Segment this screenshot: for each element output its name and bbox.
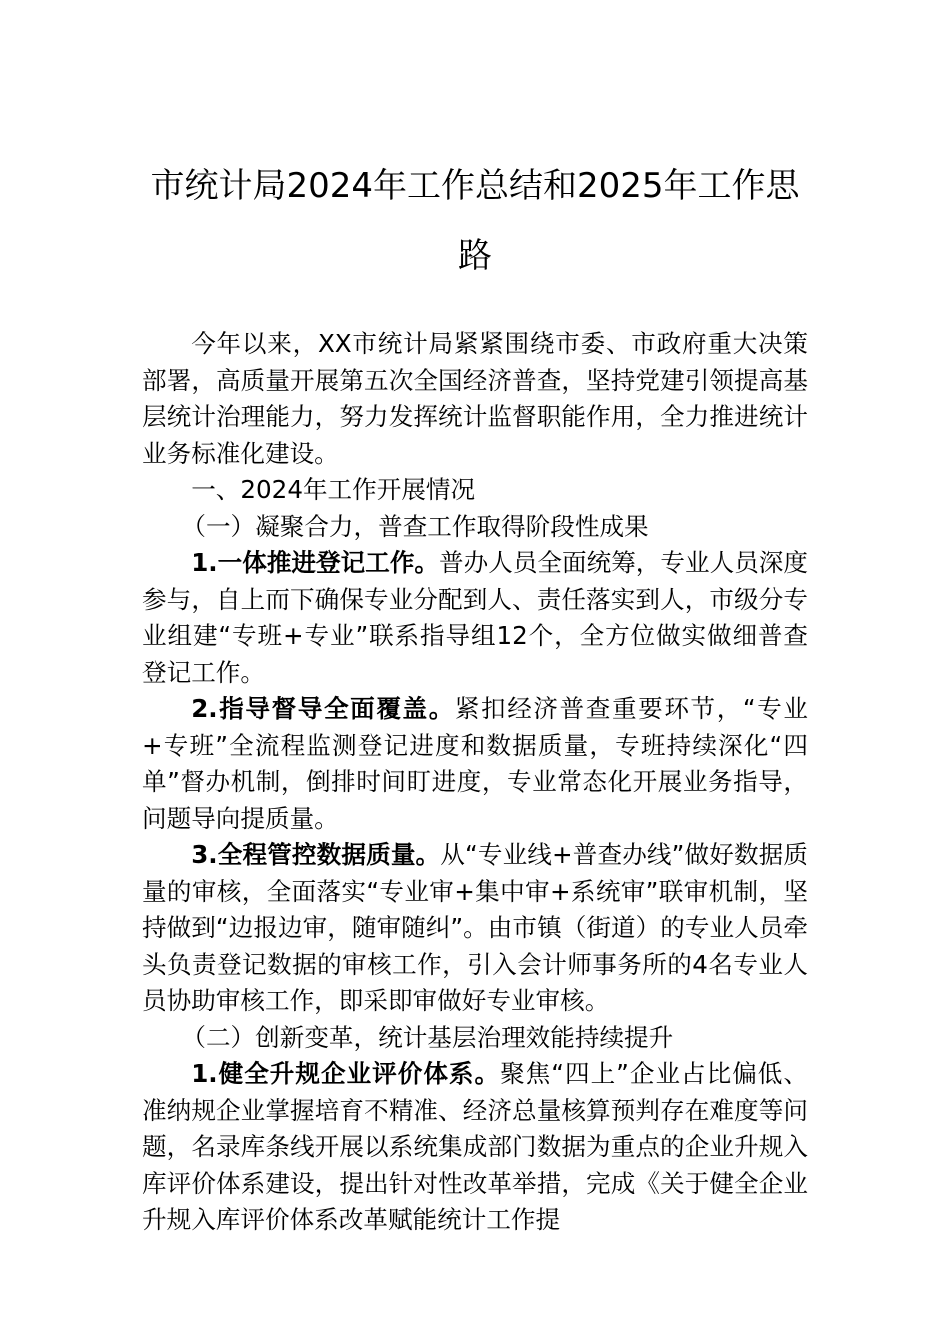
paragraph-supervision bbox=[142, 691, 808, 837]
intro-paragraph: 今年以来，XX市统计局紧紧围绕市委、市政府重大决策部署，高质量开展第五次全国经济普查，坚持党建引领提高基层统计治理能力，努力发挥统计监督职能作用，全力推进统计业务标准化建设。 bbox=[142, 329, 808, 468]
paragraph-body-4: 聚焦“四上”企业占比偏低、准纳规企业掌握培育不精准、经济总量核算预判存在难度等问题，名录库条线开展以系统集成部门数据为重点的企业升规入库评价体系建设，提出针对性改革举措，完成《关于健全企业升规入库评价体系改革赋能统计工作提 bbox=[142, 1059, 808, 1234]
paragraph-registration-work bbox=[142, 545, 808, 691]
paragraph-lead-4: 1.健全升规企业评价体系。 bbox=[191, 1059, 501, 1088]
document-title-line-2: 路 bbox=[458, 236, 492, 276]
subsection-heading-1: （一）凝聚合力，普查工作取得阶段性成果 bbox=[181, 511, 649, 541]
paragraph-data-quality bbox=[142, 837, 808, 1020]
paragraph-lead-2: 2.指导督导全面覆盖。 bbox=[191, 694, 455, 723]
paragraph-body-1: 普办人员全面统筹，专业人员深度参与，自上而下确保专业分配到人、责任落实到人，市级分专业组建“专班+专业”联系指导组12个，全方位做实做细普查登记工作。 bbox=[142, 548, 808, 687]
paragraph-body-2: 紧扣经济普查重要环节，“专业+专班”全流程监测登记进度和数据质量，专班持续深化“四单”督办机制，倒排时间盯进度，专业常态化开展业务指导，问题导向提质量。 bbox=[142, 694, 808, 833]
subsection-heading-2: （二）创新变革，统计基层治理效能持续提升 bbox=[181, 1022, 674, 1052]
paragraph-body-3: 从“专业线+普查办线”做好数据质量的审核，全面落实“专业审+集中审+系统审”联审机制，坚持做到“边报边审，随审随纠”。由市镇（街道）的专业人员牵头负责登记数据的审核工作，引入会计师事务所的4名专业人员协助审核工作，即采即审做好专业审核。 bbox=[142, 840, 808, 1015]
paragraph-lead-1: 1.一体推进登记工作。 bbox=[191, 548, 440, 577]
document-body bbox=[142, 326, 808, 1239]
paragraph-lead-3: 3.全程管控数据质量。 bbox=[191, 840, 441, 869]
section-heading-2024-work: 一、2024年工作开展情况 bbox=[191, 475, 476, 504]
document-title-line-1: 市统计局2024年工作总结和2025年工作思 bbox=[150, 166, 800, 206]
paragraph-evaluation-system bbox=[142, 1056, 808, 1239]
